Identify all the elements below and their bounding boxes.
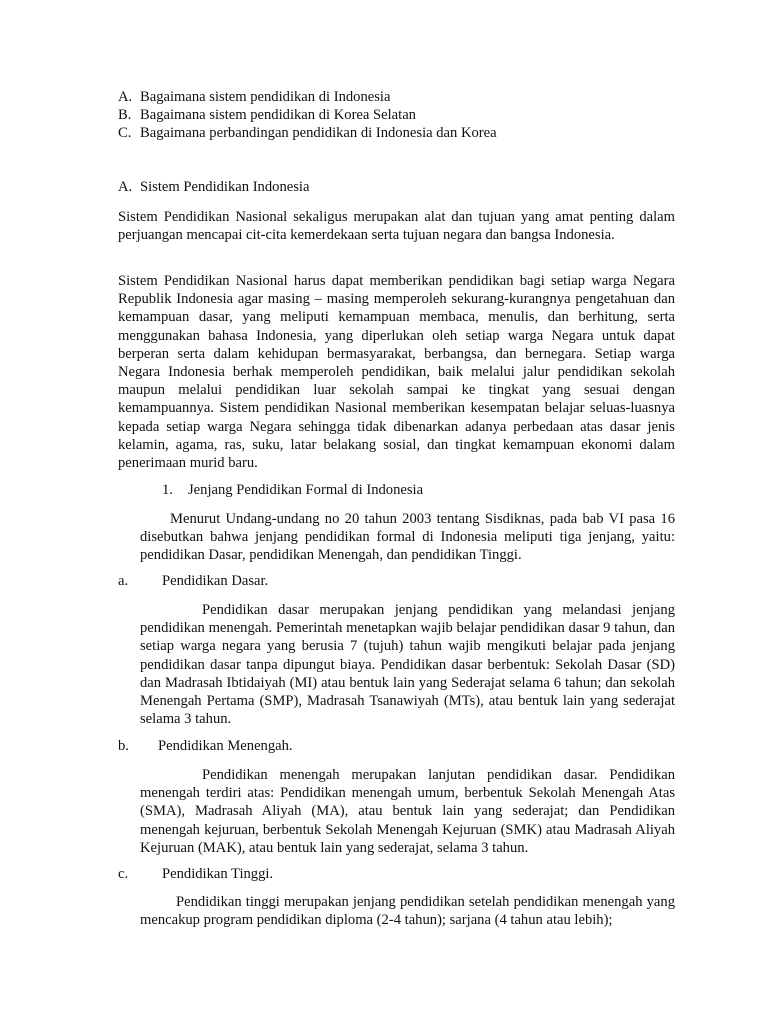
subsection-heading-1	[162, 481, 662, 499]
outline-list	[118, 88, 678, 143]
subsection-marker: 1.	[162, 482, 173, 498]
subsection-title: Jenjang Pendidikan Formal di Indonesia	[188, 482, 424, 498]
section-heading-a	[118, 178, 678, 196]
paragraph-sistem-nasional: Sistem Pendidikan Nasional harus dapat memberikan pendidikan bagi setiap warga Negara Republik Indonesia agar masing – masing memperoleh sekurang-kurangnya pengetahuan dan kemampuan dasar, yang meliputi kemampuan membaca, menulis, dan berhitung, serta menggunakan bahasa Indonesia, yang diperlukan oleh setiap warga Negara untuk dapat berperan serta dalam kehidupan bermasyarakat, berbangsa, dan bernegara. Setiap warga Negara Indonesia berhak memperoleh pendidikan, baik melalui jalur pendidikan sekolah maupun melalui pendidikan luar sekolah sampai ke tingkat yang sesuai dengan kemampuannya. Sistem pendidikan Nasional memberikan kesempatan belajar seluas-luasnya kepada setiap warga Negara sehingga tidak dibenarkan adanya perbedaan atas dasar jenis kelamin, agama, ras, suku, latar belakang sosial, dan tingkat kemampuan ekonomi dalam penerimaan murid baru.	[118, 273, 675, 472]
item-marker: c.	[118, 866, 129, 882]
item-marker: b.	[118, 738, 129, 754]
outline-marker: B.	[118, 107, 132, 124]
paragraph-pendidikan-tinggi: Pendidikan tinggi merupakan jenjang pendidikan setelah pendidikan menengah yang mencakup program pendidikan diploma (2-4 tahun); sarjana (4 tahun atau lebih);	[140, 894, 675, 929]
outline-text: Bagaimana sistem pendidikan di Indonesia	[140, 89, 391, 105]
paragraph-undang-undang: Menurut Undang-undang no 20 tahun 2003 tentang Sisdiknas, pada bab VI pasa 16 disebutkan bahwa jenjang pendidikan formal di Indonesia meliputi tiga jenjang, yaitu: pendidikan Dasar, pendidikan Menengah, dan pendidikan Tinggi.	[140, 511, 675, 564]
section-title: Sistem Pendidikan Indonesia	[140, 179, 310, 195]
item-heading-c	[118, 865, 618, 883]
item-title: Pendidikan Tinggi.	[162, 866, 274, 882]
paragraph-intro: Sistem Pendidikan Nasional sekaligus merupakan alat dan tujuan yang amat penting dalam perjuangan mencapai cit-cita kemerdekaan serta tujuan negara dan bangsa Indonesia.	[118, 209, 675, 244]
outline-text: Bagaimana perbandingan pendidikan di Indonesia dan Korea	[140, 125, 497, 142]
outline-item-c	[118, 124, 678, 142]
outline-marker: C.	[118, 125, 132, 142]
item-marker: a.	[118, 573, 129, 589]
item-heading-b	[118, 737, 618, 755]
item-title: Pendidikan Dasar.	[162, 573, 269, 589]
item-title: Pendidikan Menengah.	[158, 738, 293, 754]
section-marker: A.	[118, 179, 133, 195]
outline-text: Bagaimana sistem pendidikan di Korea Selatan	[140, 107, 416, 124]
outline-item-a	[118, 88, 678, 106]
outline-marker: A.	[118, 89, 133, 105]
paragraph-pendidikan-dasar: Pendidikan dasar merupakan jenjang pendidikan yang melandasi jenjang pendidikan menengah. Pemerintah menetapkan wajib belajar pendidikan dasar 9 tahun, dan setiap warga negara yang berusia 7 (tujuh) tahun wajib mengikuti belajar pada jenjang pendidikan dasar tanpa dipungut biaya. Pendidikan dasar berbentuk: Sekolah Dasar (SD) dan Madrasah Ibtidaiyah (MI) atau bentuk lain yang Sederajat selama 6 tahun; dan sekolah Menengah Pertama (SMP), Madrasah Tsanawiyah (MTs), atau bentuk lain yang sederajat selama 3 tahun.	[140, 602, 675, 728]
item-heading-a	[118, 572, 618, 590]
outline-item-b	[118, 106, 678, 124]
paragraph-pendidikan-menengah: Pendidikan menengah merupakan lanjutan pendidikan dasar. Pendidikan menengah terdiri atas: Pendidikan menengah umum, berbentuk Sekolah Menengah Atas (SMA), Madrasah Aliyah (MA), atau bentuk lain yang sederajat; dan Pendidikan menengah kejuruan, berbentuk Sekolah Menengah Kejuruan (SMK) atau Madrasah Aliyah Kejuruan (MAK), atau bentuk lain yang sederajat, selama 3 tahun.	[140, 767, 675, 856]
